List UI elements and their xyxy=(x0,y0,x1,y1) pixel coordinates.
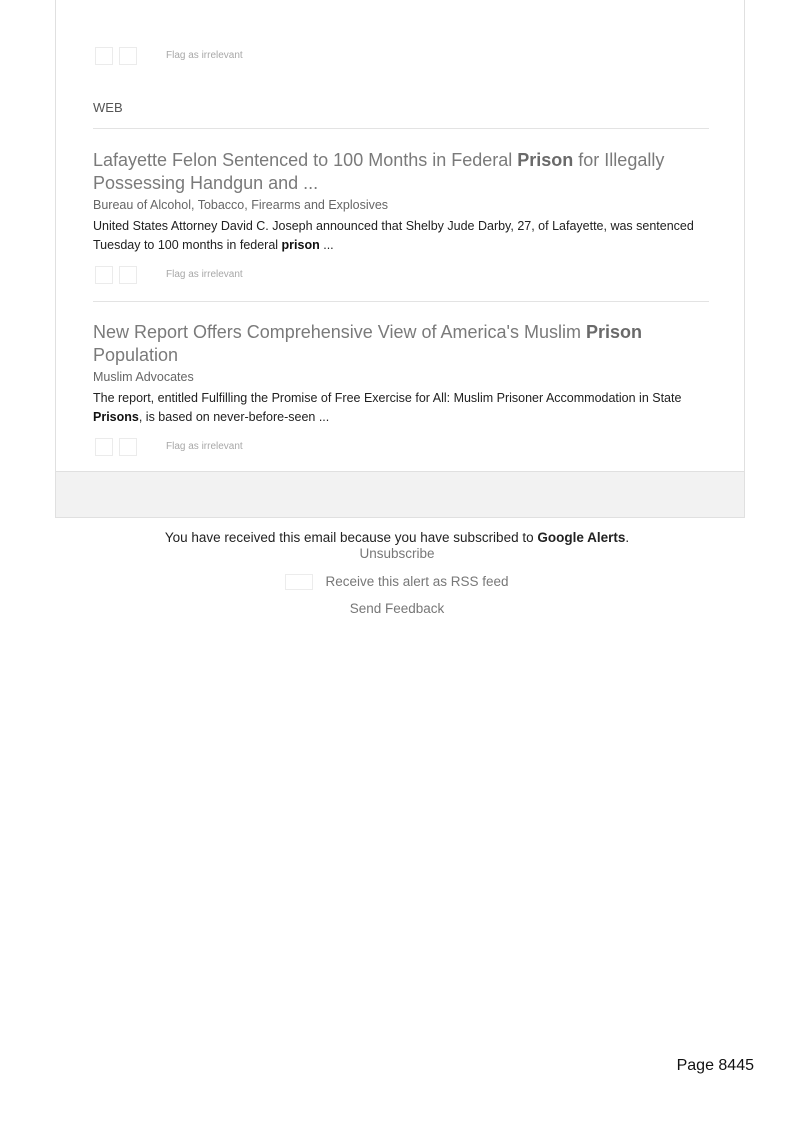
alert-item xyxy=(93,149,709,255)
section-label-web: WEB xyxy=(93,100,123,115)
thumbs-down-icon[interactable] xyxy=(119,47,137,65)
alert-snippet: The report, entitled Fulfilling the Promise of Free Exercise for All: Muslim Prisoner Accommodation in State Prisons, is based on never-before-seen ... xyxy=(93,391,682,424)
thumbs-up-icon[interactable] xyxy=(95,438,113,456)
alert-snippet: United States Attorney David C. Joseph announced that Shelby Jude Darby, 27, of Lafayette, was sentenced Tuesday to 100 months in federal prison ... xyxy=(93,219,694,252)
thumbs-up-icon[interactable] xyxy=(95,266,113,284)
rss-icon xyxy=(285,574,313,590)
thumbs-up-icon[interactable] xyxy=(95,47,113,65)
thumbs-down-icon[interactable] xyxy=(119,438,137,456)
rss-feed-link[interactable]: Receive this alert as RSS feed xyxy=(0,574,794,590)
divider xyxy=(93,128,709,129)
alert-title-link[interactable]: Lafayette Felon Sentenced to 100 Months in Federal Prison for Illegally Possessing Handgun and ... xyxy=(93,150,665,193)
flag-row xyxy=(95,47,243,67)
send-feedback-link[interactable]: Send Feedback xyxy=(349,601,445,616)
card-footer xyxy=(56,471,744,517)
flag-irrelevant-link[interactable]: Flag as irrelevant xyxy=(166,269,243,280)
flag-irrelevant-link[interactable]: Flag as irrelevant xyxy=(166,441,243,452)
flag-irrelevant-link[interactable]: Flag as irrelevant xyxy=(166,50,243,61)
thumbs-down-icon[interactable] xyxy=(119,266,137,284)
subscription-notice: You have received this email because you have subscribed to Google Alerts. xyxy=(164,530,630,545)
alert-source: Bureau of Alcohol, Tobacco, Firearms and Explosives xyxy=(93,198,389,212)
flag-row xyxy=(95,438,243,458)
flag-row xyxy=(95,266,243,286)
alert-title-link[interactable]: New Report Offers Comprehensive View of America's Muslim Prison Population xyxy=(93,322,642,365)
google-alerts-label: Google Alerts xyxy=(537,530,626,545)
alerts-card xyxy=(55,0,745,518)
page-number: Page 8445 xyxy=(676,1057,754,1074)
unsubscribe-link[interactable]: Unsubscribe xyxy=(359,546,435,561)
alert-source: Muslim Advocates xyxy=(93,370,194,384)
alert-item xyxy=(93,321,709,427)
divider xyxy=(93,301,709,302)
